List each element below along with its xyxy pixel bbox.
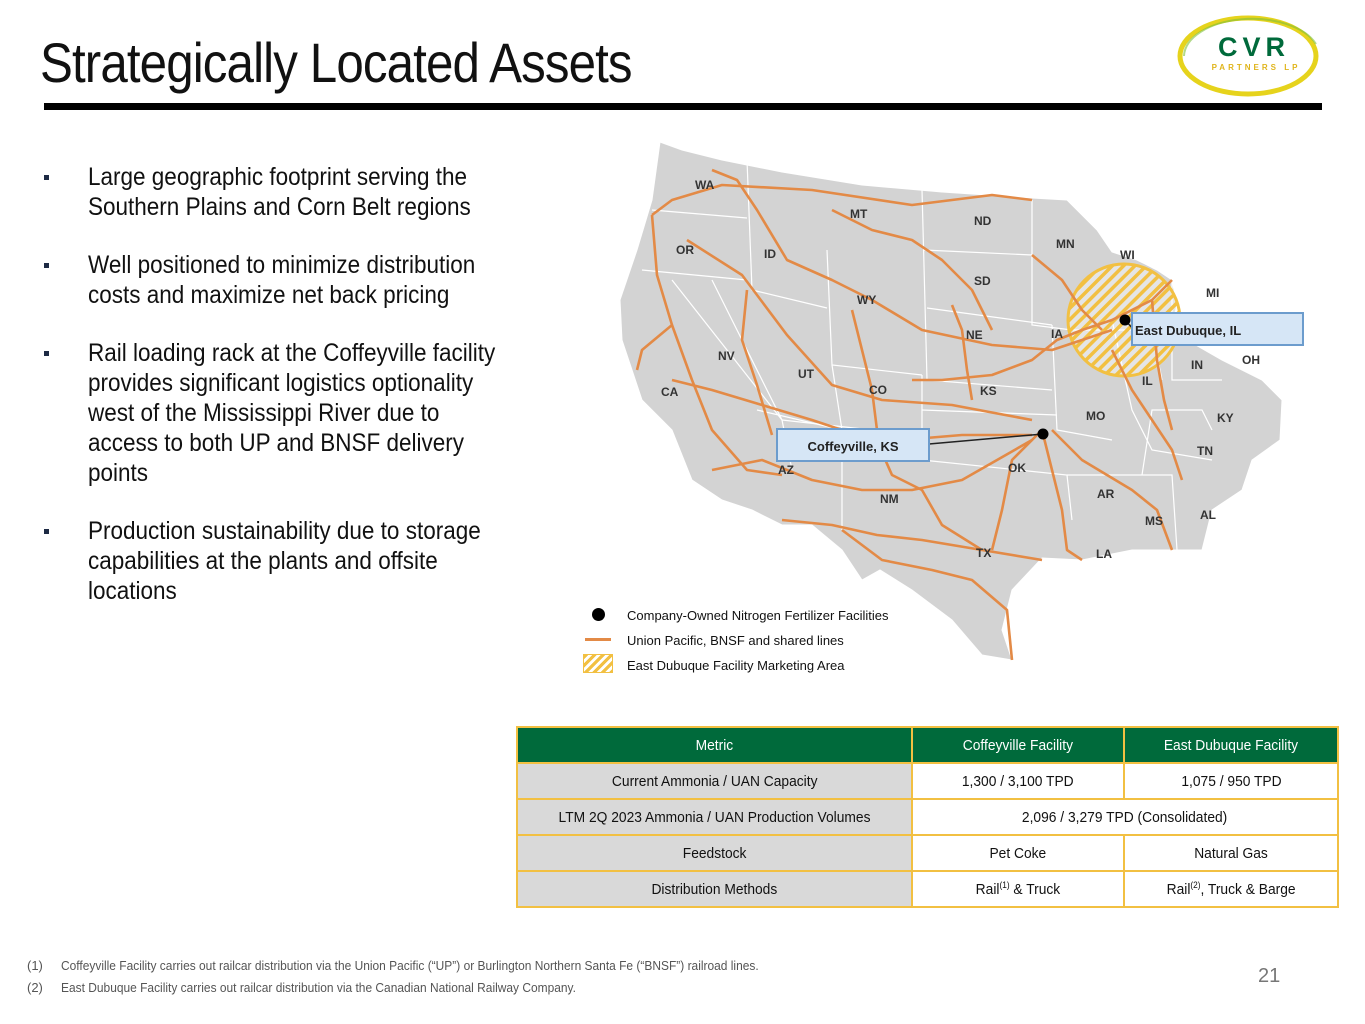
slide-title: Strategically Located Assets: [40, 31, 632, 94]
state-label-mi: MI: [1206, 286, 1220, 300]
state-label-ut: UT: [798, 367, 814, 381]
table-cell: 2,096 / 3,279 TPD (Consolidated): [912, 799, 1338, 835]
east-dubuque-callout: East Dubuque, IL: [1131, 312, 1304, 346]
logo-wordmark: CVR: [1217, 32, 1291, 62]
state-label-id: ID: [764, 247, 776, 261]
state-label-ca: CA: [661, 385, 679, 399]
table-header-cell: East Dubuque Facility: [1124, 727, 1338, 763]
state-label-ky: KY: [1217, 411, 1234, 425]
table-header-row: [517, 727, 1338, 763]
bullet-marker: [44, 263, 49, 268]
footnote-ref: (2): [1190, 880, 1201, 890]
state-label-ar: AR: [1097, 487, 1115, 501]
state-label-nd: ND: [974, 214, 992, 228]
state-label-wi: WI: [1120, 248, 1135, 262]
state-label-al: AL: [1200, 508, 1216, 522]
bullet-item: Production sustainability due to storage capabilities at the plants and offsite locations: [44, 516, 514, 606]
state-label-tx: TX: [976, 546, 992, 560]
facility-metrics-table: [516, 726, 1339, 908]
state-label-ks: KS: [980, 384, 997, 398]
state-label-co: CO: [869, 383, 887, 397]
state-label-mo: MO: [1086, 409, 1106, 423]
state-label-mn: MN: [1056, 237, 1075, 251]
footnote-item: (2) East Dubuque Facility carries out railcar distribution via the Canadian National Railway Company.: [27, 980, 576, 995]
hatched-area-icon: [583, 654, 613, 673]
table-row-label: Feedstock: [517, 835, 912, 871]
state-label-ok: OK: [1008, 461, 1026, 475]
cvr-partners-logo: [1176, 10, 1326, 98]
logo-subtitle: PARTNERS LP: [1211, 63, 1301, 72]
state-label-in: IN: [1191, 358, 1203, 372]
bullet-marker: [44, 351, 49, 356]
state-label-wy: WY: [857, 293, 877, 307]
table-row-label: LTM 2Q 2023 Ammonia / UAN Production Volumes: [517, 799, 912, 835]
page-number: 21: [1258, 965, 1281, 987]
title-underline: [44, 103, 1322, 110]
table-row: [517, 835, 1338, 871]
bullet-list: [44, 162, 514, 634]
state-label-tn: TN: [1197, 444, 1213, 458]
table-row: [517, 763, 1338, 799]
table-cell: Pet Coke: [912, 835, 1125, 871]
facility-dot-icon: [592, 608, 605, 621]
table-header-cell: Metric: [517, 727, 912, 763]
map-landmass: [620, 142, 1282, 660]
table-row-label: Distribution Methods: [517, 871, 912, 907]
table-cell: 1,300 / 3,100 TPD: [912, 763, 1125, 799]
state-label-wa: WA: [695, 178, 715, 192]
state-label-ia: IA: [1051, 327, 1063, 341]
bullet-marker: [44, 175, 49, 180]
footnotes: [27, 958, 819, 1002]
state-label-mt: MT: [850, 207, 868, 221]
state-label-nv: NV: [718, 349, 735, 363]
bullet-item: Rail loading rack at the Coffeyville facility provides significant logistics optionality west of the Mississippi River due to access to both UP and BNSF delivery points: [44, 338, 514, 488]
footnote-item: (1) Coffeyville Facility carries out railcar distribution via the Union Pacific (“UP”) or Burlington Northern Santa Fe (“BNSF”) railroad lines.: [27, 958, 759, 973]
table-cell: Rail$^{(2)}$, Truck & Barge: [1124, 871, 1338, 907]
state-label-nm: NM: [880, 492, 899, 506]
us-rail-map: [612, 130, 1292, 670]
state-label-il: IL: [1142, 374, 1153, 388]
state-label-ne: NE: [966, 328, 983, 342]
bullet-marker: [44, 529, 49, 534]
state-label-az: AZ: [778, 463, 794, 477]
east-dubuque-facility-marker: [1120, 315, 1131, 326]
state-label-sd: SD: [974, 274, 991, 288]
table-row-label: Current Ammonia / UAN Capacity: [517, 763, 912, 799]
bullet-item: Large geographic footprint serving the Southern Plains and Corn Belt regions: [44, 162, 514, 222]
table-row: [517, 871, 1338, 907]
table-row: [517, 799, 1338, 835]
table-cell: Rail$^{(1)}$ & Truck: [912, 871, 1125, 907]
table-cell: Natural Gas: [1124, 835, 1338, 871]
footnote-ref: (1): [999, 880, 1010, 890]
state-label-la: LA: [1096, 547, 1112, 561]
table-header-cell: Coffeyville Facility: [912, 727, 1125, 763]
state-label-or: OR: [676, 243, 694, 257]
coffeyville-callout: Coffeyville, KS: [776, 428, 930, 462]
rail-line-icon: [585, 638, 611, 641]
bullet-item: Well positioned to minimize distribution costs and maximize net back pricing: [44, 250, 514, 310]
coffeyville-facility-marker: [1038, 429, 1049, 440]
table-cell: 1,075 / 950 TPD: [1124, 763, 1338, 799]
state-label-ms: MS: [1145, 514, 1163, 528]
state-label-oh: OH: [1242, 353, 1260, 367]
